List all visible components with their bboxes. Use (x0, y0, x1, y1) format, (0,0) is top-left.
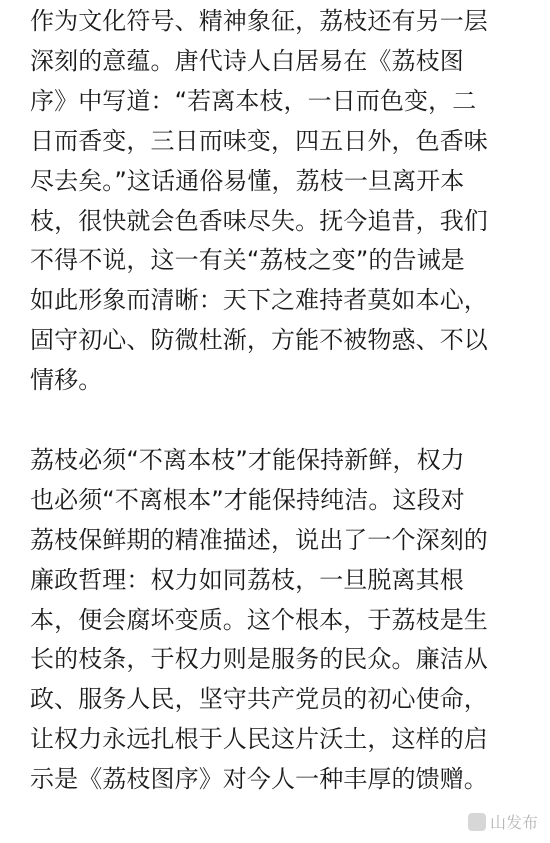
watermark-text: 山发布 (489, 813, 538, 832)
text-line: 固守初心、防微杜渐，方能不被物惑、不以 (30, 326, 488, 355)
text-line: 让权力永远扎根于人民这片沃土，这样的启 (30, 725, 488, 754)
text-line: 本，便会腐坏变质。这个根本，于荔枝是生 (30, 605, 488, 634)
paragraph-1 (30, 2, 530, 401)
text-line: 政、服务人民，坚守共产党员的初心使命， (30, 685, 488, 714)
text-line: 示是《荔枝图序》对今人一种丰厚的馈赠。 (30, 765, 488, 794)
watermark (468, 810, 538, 833)
account-logo-icon (468, 813, 486, 831)
text-line: 不得不说，这一有关“荔枝之变”的告诫是 (30, 246, 465, 275)
paragraph-2 (30, 441, 530, 800)
text-line: 作为文化符号、精神象征，荔枝还有另一层 (30, 7, 488, 35)
text-line: 尽去矣。”这话通俗易懂，荔枝一旦离开本 (30, 166, 465, 195)
text-line: 荔枝必须“不离本枝”才能保持新鲜，权力 (30, 445, 465, 474)
text-line: 序》中写道：“若离本枝，一日而色变，二 (30, 86, 477, 115)
article-body (30, 2, 530, 800)
text-line: 如此形象而清晰：天下之难持者莫如本心， (30, 286, 488, 315)
text-line: 日而香变，三日而味变，四五日外，色香味 (30, 126, 488, 155)
text-line: 也必须“不离根本”才能保持纯洁。这段对 (30, 485, 465, 514)
text-line: 枝，很快就会色香味尽失。抚今追昔，我们 (30, 206, 488, 235)
paragraph-spacer (30, 401, 530, 441)
text-line: 长的枝条，于权力则是服务的民众。廉洁从 (30, 645, 488, 674)
text-line: 荔枝保鲜期的精准描述，说出了一个深刻的 (30, 525, 488, 554)
text-line: 深刻的意蕴。唐代诗人白居易在《荔枝图 (30, 46, 464, 75)
text-line: 情移。 (30, 366, 103, 395)
text-line: 廉政哲理：权力如同荔枝，一旦脱离其根 (30, 565, 464, 594)
